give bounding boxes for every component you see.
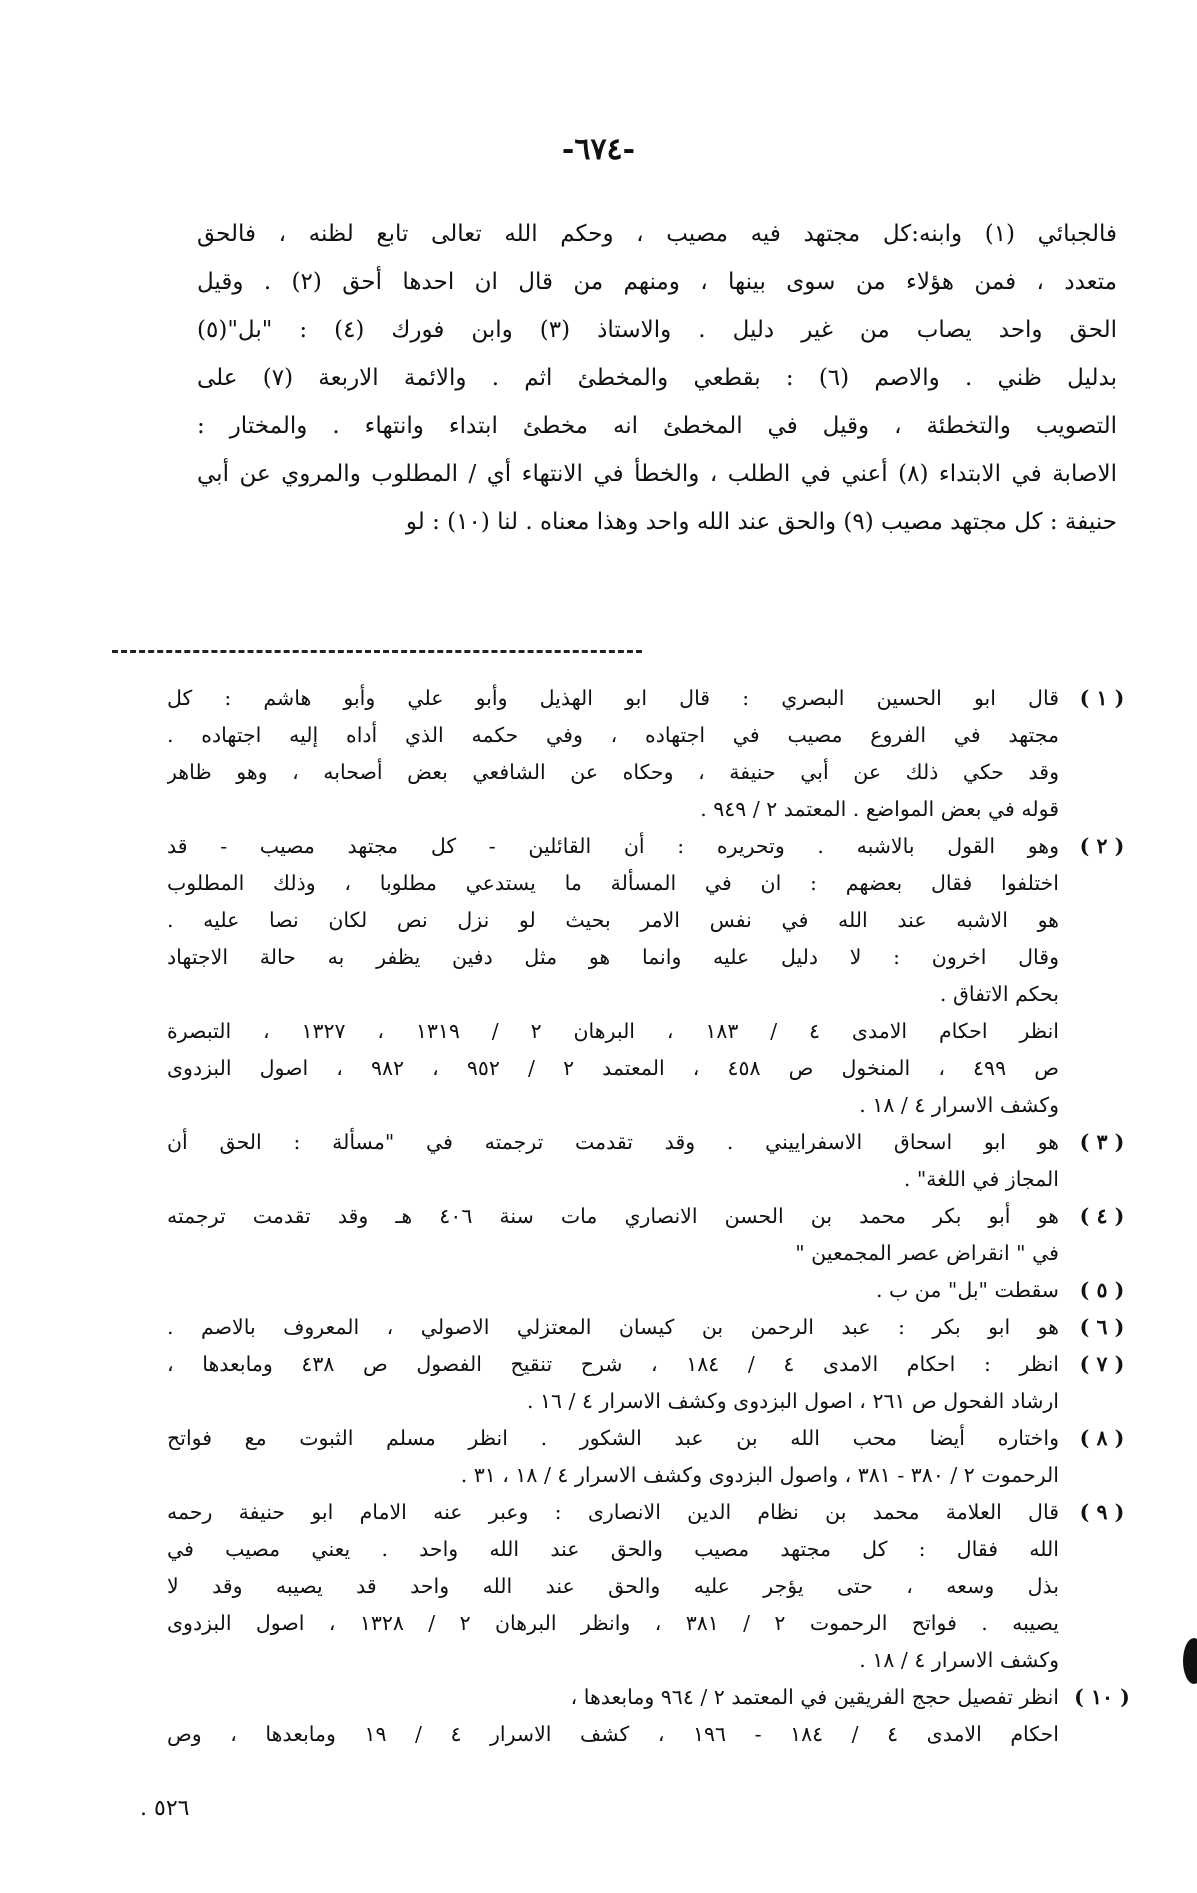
footnote-number: ( ٨ ) [1079, 1426, 1125, 1450]
main-text-line: فالجبائي (١) وابنه:كل مجتهد فيه مصيب ، وحكم الله تعالى تابع لظنه ، فالحق [197, 221, 1117, 247]
footnote-9 [137, 1494, 1137, 1679]
main-text-line: التصويب والتخطئة ، وقيل في المخطئ انه مخطئ ابتداء وانتهاء . والمختار : [197, 413, 1117, 439]
footnote-number: ( ٥ ) [1079, 1278, 1125, 1302]
footnote-line: المجاز في اللغة" . [903, 1167, 1059, 1191]
footnote-6 [137, 1309, 1137, 1346]
footnote-line: يصيبه . فواتح الرحموت ٢ / ٣٨١ ، وانظر البرهان ٢ / ١٣٢٨ ، اصول البزدوى [167, 1611, 1059, 1635]
footnote-line: هو ابو بكر : عبد الرحمن بن كيسان المعتزلي الاصولي ، المعروف بالاصم . [167, 1315, 1059, 1339]
footnote-line: انظر احكام الامدى ٤ / ١٨٣ ، البرهان ٢ / ١٣١٩ ، ١٣٢٧ ، التبصرة [167, 1019, 1059, 1043]
footnote-3 [137, 1124, 1137, 1198]
footnote-line: هو ابو اسحاق الاسفراييني . وقد تقدمت ترجمته في "مسألة : الحق أن [167, 1130, 1059, 1154]
scan-edge-mark [1183, 1638, 1197, 1684]
footnote-line: وكشف الاسرار ٤ / ١٨ . [859, 1093, 1059, 1117]
footnote-body [137, 1198, 1067, 1272]
footnote-line: وكشف الاسرار ٤ / ١٨ . [859, 1648, 1059, 1672]
footnote-1 [137, 680, 1137, 828]
footnote-line: الرحموت ٢ / ٣٨٠ - ٣٨١ ، واصول البزدوى وكشف الاسرار ٤ / ١٨ ، ٣١ . [460, 1463, 1059, 1487]
footnote-line: قال ابو الحسين البصري : قال ابو الهذيل وأبو علي وأبو هاشم : كل [167, 686, 1059, 710]
main-text-line: بدليل ظني . والاصم (٦) : بقطعي والمخطئ اثم . والائمة الاربعة (٧) على [197, 365, 1117, 391]
footnote-4 [137, 1198, 1137, 1272]
footnote-line: واختاره أيضا محب الله بن عبد الشكور . انظر مسلم الثبوت مع فواتح [167, 1426, 1059, 1450]
footnote-line: انظر : احكام الامدى ٤ / ١٨٤ ، شرح تنقيح الفصول ص ٤٣٨ ومابعدها ، [167, 1352, 1059, 1376]
footnote-line: بذل وسعه ، حتى يؤجر عليه والحق عند الله واحد قد يصيبه وقد لا [167, 1574, 1059, 1598]
page-number: -٦٧٤- [561, 132, 636, 167]
trailing-text: ٥٢٦ . [140, 1796, 190, 1821]
footnote-body [137, 1346, 1067, 1420]
footnote-body [137, 1272, 1067, 1309]
main-text-line: حنيفة : كل مجتهد مصيب (٩) والحق عند الله واحد وهذا معناه . لنا (١٠) : لو [405, 509, 1117, 535]
footnote-line: احكام الامدى ٤ / ١٨٤ - ١٩٦ ، كشف الاسرار ٤ / ١٩ ومابعدها ، وص [167, 1722, 1059, 1746]
footnote-10 [137, 1679, 1137, 1753]
footnote-line: ارشاد الفحول ص ٢٦١ ، اصول البزدوى وكشف الاسرار ٤ / ١٦ . [526, 1389, 1059, 1413]
footnote-line: قال العلامة محمد بن نظام الدين الانصارى : وعبر عنه الامام ابو حنيفة رحمه [167, 1500, 1059, 1524]
footnote-line: انظر تفصيل حجج الفريقين في المعتمد ٢ / ٩٦٤ ومابعدها ، [570, 1685, 1059, 1709]
footnote-number: ( ٧ ) [1079, 1352, 1125, 1376]
footnote-number: ( ٢ ) [1079, 834, 1125, 858]
footnote-body [137, 1679, 1067, 1753]
footnote-separator [112, 650, 642, 653]
footnote-number: ( ٦ ) [1079, 1315, 1125, 1339]
footnote-line: ص ٤٩٩ ، المنخول ص ٤٥٨ ، المعتمد ٢ / ٩٥٢ ، ٩٨٢ ، اصول البزدوى [167, 1056, 1059, 1080]
main-text-line: الحق واحد يصاب من غير دليل . والاستاذ (٣) وابن فورك (٤) : "بل"(٥) [197, 317, 1117, 343]
footnote-line: في " انقراض عصر المجمعين " [795, 1241, 1059, 1265]
footnote-line: سقطت "بل" من ب . [875, 1278, 1059, 1302]
footnote-number: ( ١ ) [1079, 686, 1125, 710]
footnotes-section [137, 680, 1137, 1753]
footnote-7 [137, 1346, 1137, 1420]
footnote-number: ( ٩ ) [1079, 1500, 1125, 1524]
footnote-line: وهو القول بالاشبه . وتحريره : أن القائلين - كل مجتهد مصيب - قد [167, 834, 1059, 858]
footnote-line: اختلفوا فقال بعضهم : ان في المسألة ما يستدعي مطلوبا ، وذلك المطلوب [167, 871, 1059, 895]
footnote-number: ( ٣ ) [1079, 1130, 1125, 1154]
footnote-line: مجتهد في الفروع مصيب في اجتهاده ، وفي حكمه الذي أداه إليه اجتهاده . [167, 723, 1059, 747]
footnote-body [137, 1309, 1067, 1346]
footnote-body [137, 1124, 1067, 1198]
main-body-text [197, 210, 1117, 546]
main-text-line: الاصابة في الابتداء (٨) أعني في الطلب ، والخطأ في الانتهاء أي / المطلوب والمروي عن أبي [197, 461, 1117, 487]
footnote-number: ( ٤ ) [1079, 1204, 1125, 1228]
footnote-line: هو أبو بكر محمد بن الحسن الانصاري مات سنة ٤٠٦ هـ وقد تقدمت ترجمته [167, 1204, 1059, 1228]
footnote-line: وقال اخرون : لا دليل عليه وانما هو مثل دفين يظفر به حالة الاجتهاد [167, 945, 1059, 969]
footnote-line: الله فقال : كل مجتهد مصيب والحق عند الله واحد . يعني مصيب في [167, 1537, 1059, 1561]
footnote-5 [137, 1272, 1137, 1309]
footnote-body [137, 680, 1067, 828]
footnote-line: قوله في بعض المواضع . المعتمد ٢ / ٩٤٩ . [700, 797, 1059, 821]
footnote-line: هو الاشبه عند الله في نفس الامر بحيث لو نزل نص لكان نصا عليه . [167, 908, 1059, 932]
footnote-body [137, 1420, 1067, 1494]
footnote-number: ( ١٠ ) [1074, 1685, 1130, 1709]
footnote-line: وقد حكي ذلك عن أبي حنيفة ، وحكاه عن الشافعي بعض أصحابه ، وهو ظاهر [167, 760, 1059, 784]
footnote-body [137, 828, 1067, 1124]
footnote-2 [137, 828, 1137, 1124]
main-text-line: متعدد ، فمن هؤلاء من سوى بينها ، ومنهم من قال ان احدها أحق (٢) . وقيل [197, 269, 1117, 295]
footnote-8 [137, 1420, 1137, 1494]
footnote-body [137, 1494, 1067, 1679]
footnote-line: بحكم الاتفاق . [939, 982, 1059, 1006]
